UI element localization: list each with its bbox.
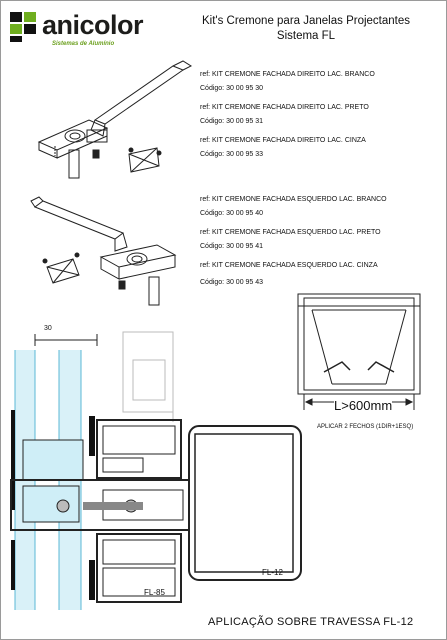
code-left-grey: Código: 30 00 95 43: [200, 279, 264, 286]
code-right-black: Código: 30 00 95 31: [200, 118, 264, 125]
handle-left-drawing: [25, 185, 205, 315]
ref-left-white: ref: KIT CREMONE FACHADA ESQUERDO LAC. BRANCO: [200, 196, 387, 203]
brand-logo: [8, 8, 148, 52]
title-line-1: Kit's Cremone para Janelas Projectantes: [201, 15, 411, 27]
code-left-black: Código: 30 00 95 41: [200, 243, 264, 250]
page-title: [182, 14, 430, 44]
ref-right-grey: ref: KIT CREMONE FACHADA DIREITO LAC. CINZA: [200, 137, 366, 144]
profile-label-fl12: FL-12: [262, 568, 283, 577]
ref-right-white: ref: KIT CREMONE FACHADA DIREITO LAC. BRANCO: [200, 71, 375, 78]
logo-wordmark: anicolor: [42, 10, 144, 40]
profile-cross-section: [3, 330, 303, 610]
title-line-2: Sistema FL: [276, 30, 336, 42]
profile-label-fl85: FL-85: [144, 588, 165, 597]
code-left-white: Código: 30 00 95 40: [200, 210, 264, 217]
logo-squares-icon: [8, 10, 40, 44]
drawing-caption: APLICAÇÃO SOBRE TRAVESSA FL-12: [208, 616, 414, 628]
handle-right-drawing: [25, 58, 205, 183]
ref-left-black: ref: KIT CREMONE FACHADA ESQUERDO LAC. PRETO: [200, 229, 381, 236]
window-dimension-label: L>600mm: [334, 398, 393, 413]
section-dimension-label: 30: [44, 325, 52, 332]
code-right-grey: Código: 30 00 95 33: [200, 151, 264, 158]
ref-right-black: ref: KIT CREMONE FACHADA DIREITO LAC. PRETO: [200, 104, 369, 111]
ref-left-grey: ref: KIT CREMONE FACHADA ESQUERDO LAC. CINZA: [200, 262, 378, 269]
logo-tagline: Sistemas de Alumínio: [52, 41, 115, 47]
code-right-white: Código: 30 00 95 30: [200, 85, 264, 92]
window-note: APLICAR 2 FECHOS (1DIR+1ESQ): [317, 424, 414, 430]
